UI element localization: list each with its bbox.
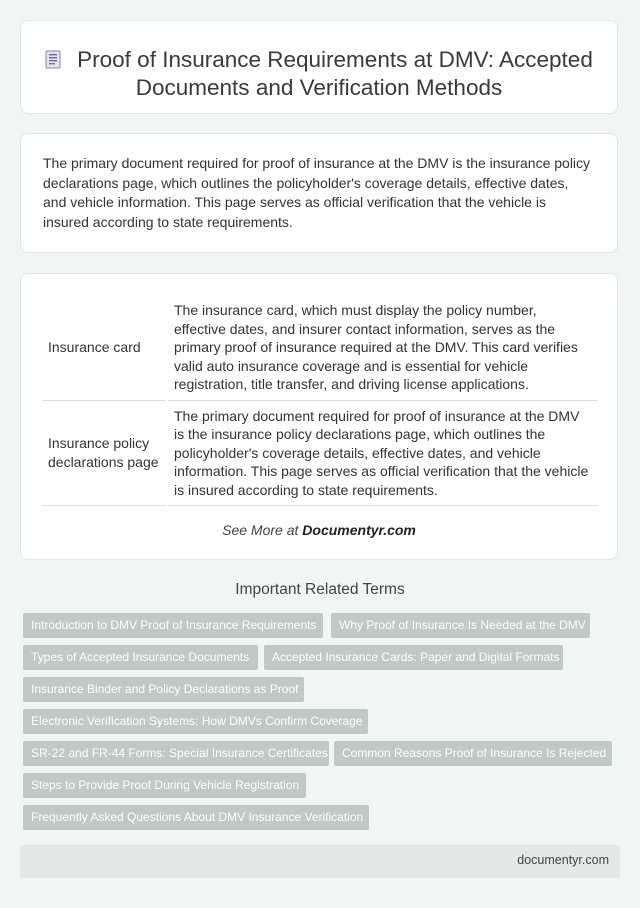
page-title	[21, 21, 617, 102]
footer	[20, 845, 620, 878]
term-cell: Insurance card	[42, 295, 167, 400]
intro-card	[20, 133, 618, 253]
related-terms-heading: Important Related Terms	[235, 581, 405, 598]
related-term-tag[interactable]: Insurance Binder and Policy Declarations as Proof	[23, 677, 304, 702]
term-cell: Insurance policy declarations page	[42, 400, 167, 506]
footer-site[interactable]: documentyr.com	[517, 853, 609, 867]
definitions-card	[20, 273, 618, 560]
intro-text: The primary document required for proof of insurance at the DMV is the insurance policy declarations page, which outlines the policyholder's coverage details, effective dates, and vehicle information. This page serves as official verification that the vehicle is insured according to state requirements.	[43, 155, 591, 230]
see-more-prefix: See More at	[222, 522, 303, 538]
related-term-tag[interactable]: Introduction to DMV Proof of Insurance Requirements	[23, 613, 323, 638]
related-term-tag[interactable]: Types of Accepted Insurance Documents	[23, 645, 258, 670]
related-term-tag[interactable]: Frequently Asked Questions About DMV Insurance Verification	[23, 805, 369, 830]
related-term-tag[interactable]: Common Reasons Proof of Insurance Is Rejected	[334, 741, 612, 766]
page-title-text: Proof of Insurance Requirements at DMV: Accepted Documents and Verification Methods	[77, 47, 593, 100]
see-more-link[interactable]	[21, 522, 617, 538]
related-term-tag[interactable]: Accepted Insurance Cards: Paper and Digital Formats	[264, 645, 563, 670]
related-term-tag[interactable]: Steps to Provide Proof During Vehicle Registration	[23, 773, 306, 798]
see-more-site[interactable]: Documentyr.com	[302, 522, 416, 538]
table-row	[42, 295, 598, 400]
title-card	[20, 20, 618, 114]
related-term-tag[interactable]: SR-22 and FR-44 Forms: Special Insurance Certificates	[23, 741, 329, 766]
related-term-tag[interactable]: Why Proof of Insurance Is Needed at the DMV	[331, 613, 590, 638]
definitions-table	[42, 295, 598, 506]
document-icon	[45, 50, 61, 69]
table-row	[42, 400, 598, 506]
description-cell: The insurance card, which must display the policy number, effective dates, and insurer contact information, serves as the primary proof of insurance required at the DMV. This card verifies valid auto insurance coverage and is essential for vehicle registration, title transfer, and driving license applications.	[167, 295, 598, 400]
related-term-tag[interactable]: Electronic Verification Systems: How DMVs Confirm Coverage	[23, 709, 368, 734]
description-cell: The primary document required for proof of insurance at the DMV is the insurance policy declarations page, which outlines the policyholder's coverage details, effective dates, and vehicle information. This page serves as official verification that the vehicle is insured according to state requirements.	[167, 400, 598, 506]
